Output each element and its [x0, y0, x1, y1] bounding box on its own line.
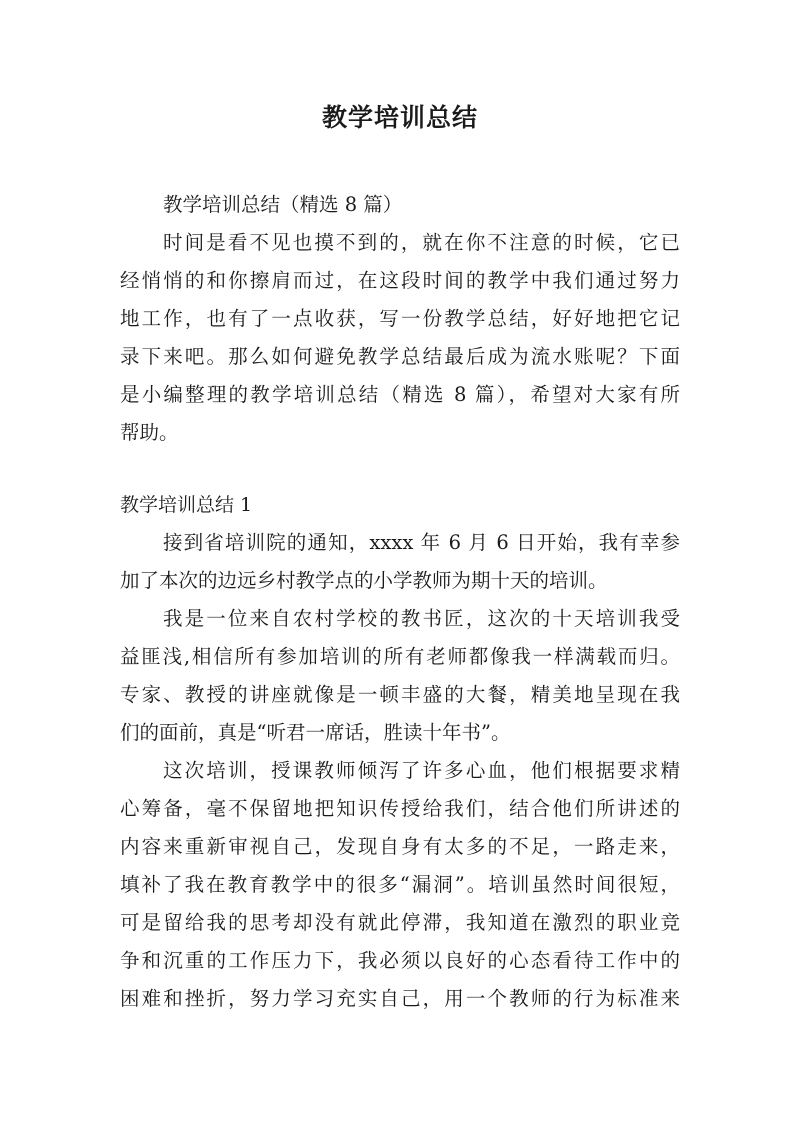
intro-line: 录下来吧。那么如何避免教学总结最后成为流水账呢？下面: [120, 345, 680, 368]
section-heading: 教学培训总结 1: [120, 494, 253, 516]
intro-subtitle: 教学培训总结（精选 8 篇）: [163, 193, 403, 216]
paragraph-line: 专家、教授的讲座就像是一顿丰盛的大餐，精美地呈现在我: [120, 683, 680, 706]
intro-line: 时间是看不见也摸不到的，就在你不注意的时候，它已: [163, 231, 680, 254]
paragraph-line: 加了本次的边远乡村教学点的小学教师为期十天的培训。: [120, 569, 608, 592]
intro-line: 帮助。: [120, 421, 179, 444]
intro-line: 地工作，也有了一点收获，写一份教学总结，好好地把它记: [120, 307, 680, 330]
paragraph-line: 这次培训，授课教师倾泻了许多心血，他们根据要求精: [163, 759, 680, 782]
paragraph-line: 困难和挫折，努力学习充实自己，用一个教师的行为标准来: [120, 987, 680, 1010]
paragraph-line: 接到省培训院的通知，xxxx 年 6 月 6 日开始，我有幸参: [163, 531, 680, 554]
paragraph-line: 我是一位来自农村学校的教书匠，这次的十天培训我受: [163, 607, 680, 630]
paragraph-line: 可是留给我的思考却没有就此停滞，我知道在激烈的职业竞: [120, 911, 680, 934]
document-title: 教学培训总结: [321, 103, 478, 132]
paragraph-line: 心筹备，毫不保留地把知识传授给我们，结合他们所讲述的: [120, 797, 680, 820]
paragraph-line: 争和沉重的工作压力下，我必须以良好的心态看待工作中的: [120, 949, 680, 972]
paragraph-line: 们的面前，真是“听君一席话，胜读十年书”。: [120, 721, 511, 744]
paragraph-line: 益匪浅,相信所有参加培训的所有老师都像我一样满载而归。: [120, 645, 680, 668]
paragraph-line: 填补了我在教育教学中的很多“漏洞”。培训虽然时间很短，: [120, 873, 680, 896]
intro-line: 经悄悄的和你擦肩而过，在这段时间的教学中我们通过努力: [120, 269, 680, 292]
paragraph-line: 内容来重新审视自己，发现自身有太多的不足，一路走来，: [120, 835, 680, 858]
intro-line: 是小编整理的教学培训总结（精选 8 篇），希望对大家有所: [120, 383, 680, 406]
